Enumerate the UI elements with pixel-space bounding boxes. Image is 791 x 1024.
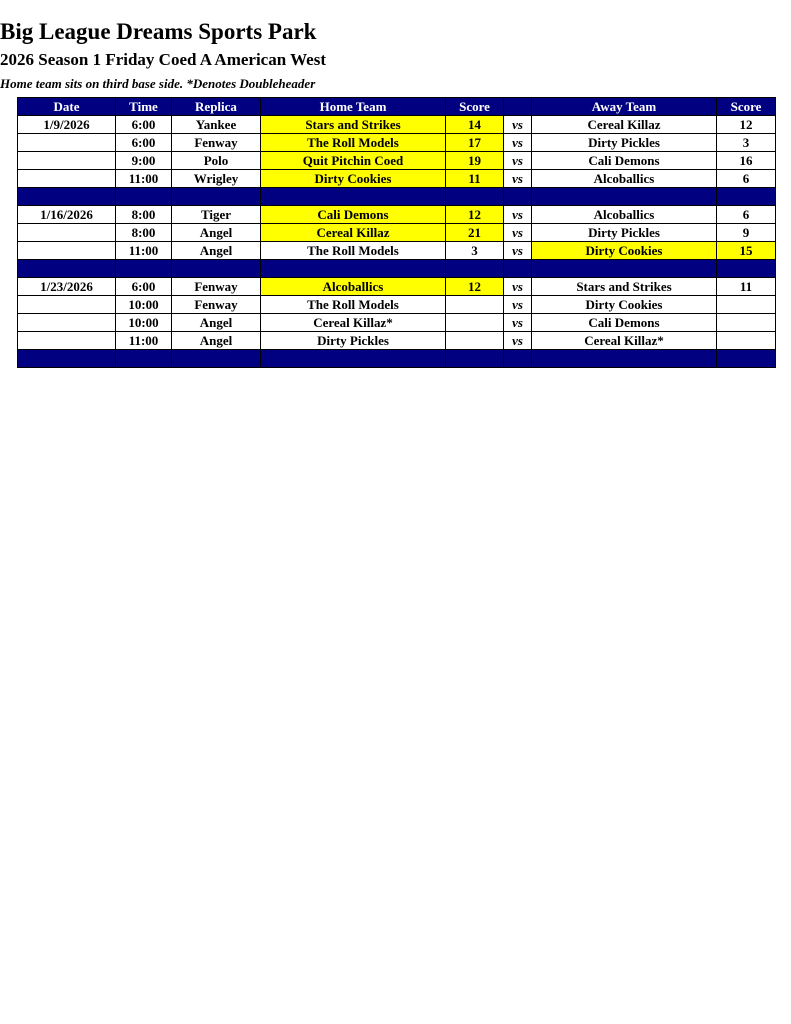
separator-cell bbox=[18, 188, 116, 206]
separator-cell bbox=[446, 260, 504, 278]
replica-cell: Fenway bbox=[172, 134, 261, 152]
home-team-cell: The Roll Models bbox=[261, 134, 446, 152]
away-team-cell: Cereal Killaz* bbox=[532, 332, 717, 350]
home-team-cell: Cereal Killaz bbox=[261, 224, 446, 242]
vs-cell: vs bbox=[504, 134, 532, 152]
page-subtitle: 2026 Season 1 Friday Coed A American West bbox=[0, 50, 326, 69]
table-row bbox=[18, 116, 776, 134]
home-team-cell: The Roll Models bbox=[261, 296, 446, 314]
home-score-cell: 17 bbox=[446, 134, 504, 152]
separator-cell bbox=[18, 260, 116, 278]
separator-row bbox=[18, 188, 776, 206]
away-score-cell: 11 bbox=[717, 278, 776, 296]
away-score-cell bbox=[717, 296, 776, 314]
time-cell: 9:00 bbox=[116, 152, 172, 170]
away-score-cell: 3 bbox=[717, 134, 776, 152]
home-score-cell: 3 bbox=[446, 242, 504, 260]
separator-cell bbox=[532, 350, 717, 368]
header-row bbox=[18, 98, 776, 116]
time-cell: 6:00 bbox=[116, 134, 172, 152]
col-home-team-header: Home Team bbox=[261, 98, 446, 116]
away-score-cell bbox=[717, 332, 776, 350]
vs-cell: vs bbox=[504, 332, 532, 350]
time-cell: 10:00 bbox=[116, 296, 172, 314]
home-score-cell: 12 bbox=[446, 206, 504, 224]
date-cell bbox=[18, 152, 116, 170]
separator-cell bbox=[504, 260, 532, 278]
date-cell bbox=[18, 224, 116, 242]
home-team-cell: Dirty Cookies bbox=[261, 170, 446, 188]
home-score-cell: 19 bbox=[446, 152, 504, 170]
vs-cell: vs bbox=[504, 314, 532, 332]
schedule-body bbox=[18, 116, 776, 368]
separator-cell bbox=[261, 188, 446, 206]
replica-cell: Fenway bbox=[172, 296, 261, 314]
away-score-cell: 15 bbox=[717, 242, 776, 260]
separator-cell bbox=[172, 188, 261, 206]
col-home-score-header: Score bbox=[446, 98, 504, 116]
replica-cell: Angel bbox=[172, 332, 261, 350]
separator-cell bbox=[717, 188, 776, 206]
time-cell: 11:00 bbox=[116, 332, 172, 350]
away-team-cell: Dirty Pickles bbox=[532, 134, 717, 152]
separator-row bbox=[18, 260, 776, 278]
replica-cell: Wrigley bbox=[172, 170, 261, 188]
table-row bbox=[18, 206, 776, 224]
home-team-cell: Cali Demons bbox=[261, 206, 446, 224]
separator-cell bbox=[172, 260, 261, 278]
time-cell: 8:00 bbox=[116, 206, 172, 224]
separator-cell bbox=[717, 260, 776, 278]
home-score-cell bbox=[446, 332, 504, 350]
replica-cell: Polo bbox=[172, 152, 261, 170]
separator-cell bbox=[172, 350, 261, 368]
table-row bbox=[18, 332, 776, 350]
separator-cell bbox=[261, 350, 446, 368]
away-score-cell: 12 bbox=[717, 116, 776, 134]
away-team-cell: Dirty Pickles bbox=[532, 224, 717, 242]
date-cell bbox=[18, 332, 116, 350]
separator-cell bbox=[504, 350, 532, 368]
away-score-cell bbox=[717, 314, 776, 332]
vs-cell: vs bbox=[504, 170, 532, 188]
separator-cell bbox=[18, 350, 116, 368]
col-replica-header: Replica bbox=[172, 98, 261, 116]
home-score-cell: 12 bbox=[446, 278, 504, 296]
time-cell: 8:00 bbox=[116, 224, 172, 242]
home-score-cell: 21 bbox=[446, 224, 504, 242]
away-score-cell: 6 bbox=[717, 206, 776, 224]
date-cell bbox=[18, 170, 116, 188]
replica-cell: Angel bbox=[172, 224, 261, 242]
date-cell bbox=[18, 134, 116, 152]
date-cell: 1/16/2026 bbox=[18, 206, 116, 224]
col-away-team-header: Away Team bbox=[532, 98, 717, 116]
home-score-cell bbox=[446, 296, 504, 314]
separator-cell bbox=[504, 188, 532, 206]
separator-cell bbox=[116, 188, 172, 206]
separator-cell bbox=[261, 260, 446, 278]
table-row bbox=[18, 242, 776, 260]
time-cell: 10:00 bbox=[116, 314, 172, 332]
home-team-cell: Cereal Killaz* bbox=[261, 314, 446, 332]
col-vs-header bbox=[504, 98, 532, 116]
home-score-cell bbox=[446, 314, 504, 332]
home-score-cell: 14 bbox=[446, 116, 504, 134]
schedule-table bbox=[17, 97, 776, 368]
col-away-score-header: Score bbox=[717, 98, 776, 116]
date-cell bbox=[18, 314, 116, 332]
away-team-cell: Dirty Cookies bbox=[532, 296, 717, 314]
vs-cell: vs bbox=[504, 278, 532, 296]
separator-cell bbox=[116, 350, 172, 368]
away-team-cell: Alcoballics bbox=[532, 170, 717, 188]
table-row bbox=[18, 224, 776, 242]
away-team-cell: Cereal Killaz bbox=[532, 116, 717, 134]
home-team-cell: Quit Pitchin Coed bbox=[261, 152, 446, 170]
date-cell: 1/9/2026 bbox=[18, 116, 116, 134]
vs-cell: vs bbox=[504, 296, 532, 314]
home-team-cell: The Roll Models bbox=[261, 242, 446, 260]
time-cell: 11:00 bbox=[116, 242, 172, 260]
away-score-cell: 9 bbox=[717, 224, 776, 242]
separator-cell bbox=[116, 260, 172, 278]
away-team-cell: Alcoballics bbox=[532, 206, 717, 224]
away-team-cell: Dirty Cookies bbox=[532, 242, 717, 260]
date-cell bbox=[18, 296, 116, 314]
home-team-cell: Alcoballics bbox=[261, 278, 446, 296]
vs-cell: vs bbox=[504, 116, 532, 134]
separator-cell bbox=[532, 188, 717, 206]
vs-cell: vs bbox=[504, 224, 532, 242]
replica-cell: Fenway bbox=[172, 278, 261, 296]
away-team-cell: Cali Demons bbox=[532, 152, 717, 170]
away-score-cell: 6 bbox=[717, 170, 776, 188]
replica-cell: Angel bbox=[172, 242, 261, 260]
table-row bbox=[18, 296, 776, 314]
table-row bbox=[18, 314, 776, 332]
table-row bbox=[18, 134, 776, 152]
separator-row bbox=[18, 350, 776, 368]
replica-cell: Yankee bbox=[172, 116, 261, 134]
vs-cell: vs bbox=[504, 242, 532, 260]
separator-cell bbox=[717, 350, 776, 368]
separator-cell bbox=[446, 350, 504, 368]
replica-cell: Angel bbox=[172, 314, 261, 332]
away-score-cell: 16 bbox=[717, 152, 776, 170]
col-time-header: Time bbox=[116, 98, 172, 116]
time-cell: 6:00 bbox=[116, 278, 172, 296]
time-cell: 6:00 bbox=[116, 116, 172, 134]
vs-cell: vs bbox=[504, 206, 532, 224]
home-team-cell: Stars and Strikes bbox=[261, 116, 446, 134]
table-row bbox=[18, 278, 776, 296]
time-cell: 11:00 bbox=[116, 170, 172, 188]
home-team-cell: Dirty Pickles bbox=[261, 332, 446, 350]
table-row bbox=[18, 152, 776, 170]
away-team-cell: Stars and Strikes bbox=[532, 278, 717, 296]
away-team-cell: Cali Demons bbox=[532, 314, 717, 332]
vs-cell: vs bbox=[504, 152, 532, 170]
schedule-note: Home team sits on third base side. *Denotes Doubleheader bbox=[0, 76, 316, 91]
date-cell bbox=[18, 242, 116, 260]
page-title: Big League Dreams Sports Park bbox=[0, 19, 317, 44]
separator-cell bbox=[532, 260, 717, 278]
table-row bbox=[18, 170, 776, 188]
separator-cell bbox=[446, 188, 504, 206]
date-cell: 1/23/2026 bbox=[18, 278, 116, 296]
home-score-cell: 11 bbox=[446, 170, 504, 188]
col-date-header: Date bbox=[18, 98, 116, 116]
replica-cell: Tiger bbox=[172, 206, 261, 224]
